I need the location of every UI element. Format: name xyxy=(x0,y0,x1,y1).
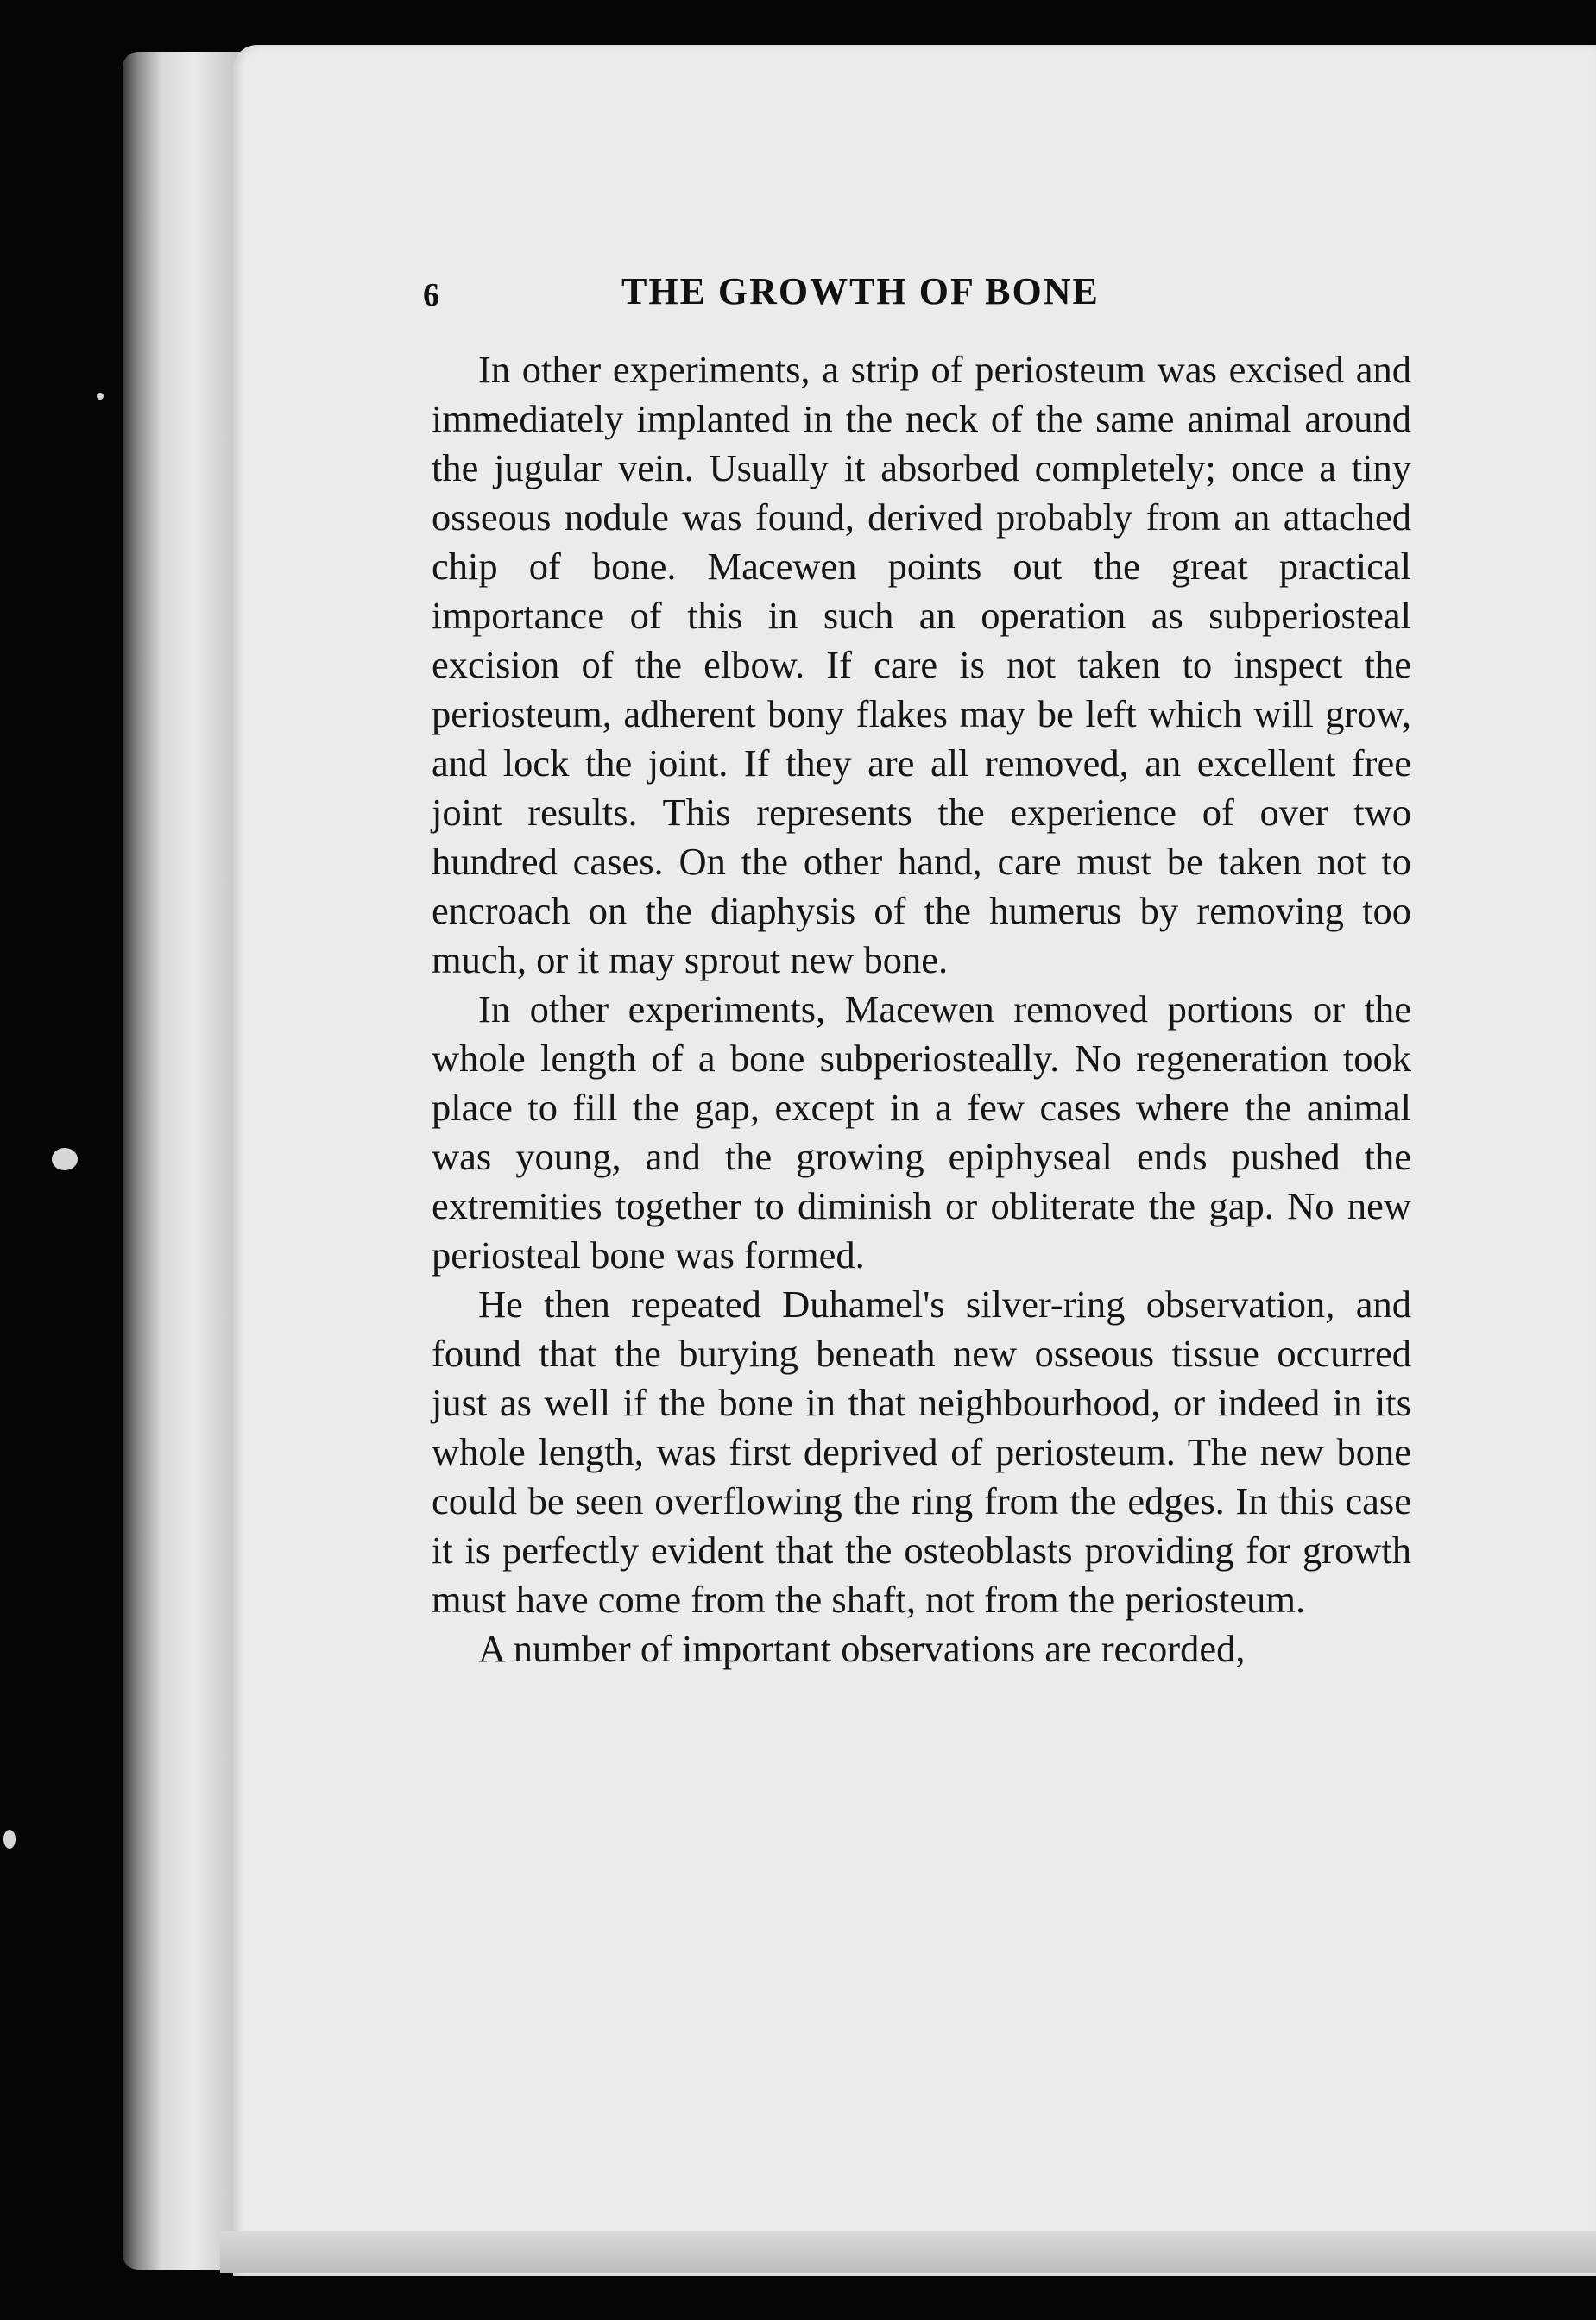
running-head xyxy=(423,269,1286,321)
running-title: THE GROWTH OF BONE xyxy=(621,270,1100,312)
scan-speck xyxy=(3,1830,16,1849)
paragraph: In other experiments, a strip of periosteum was excised and immediately implanted in the neck of the same animal around the jugular vein. Usually it absorbed completely; once a tiny osseous nodule was found, derived probably from an attached chip of bone. Macewen points out the great practical importance of this in such an operation as subperiosteal excision of the elbow. If care is not taken to inspect the periosteum, adherent bony flakes may be left which will grow, and lock the joint. If they are all removed, an excellent free joint results. This represents the experience of over two hundred cases. On the other hand, care must be taken not to encroach on the diaphysis of the humerus by removing too much, or it may sprout new bone. xyxy=(432,348,1411,981)
page-bottom-edge xyxy=(220,2231,1596,2273)
paragraph: In other experiments, Macewen removed portions or the whole length of a bone subperiosteally. No regeneration took place to fill the gap, except in a few cases where the animal was young, and the growing epiphyseal ends pushed the extremities together to diminish or obliterate the gap. No new periosteal bone was formed. xyxy=(432,987,1411,1277)
paragraph: A number of important observations are recorded, xyxy=(478,1627,1246,1670)
paragraph: He then repeated Duhamel's silver-ring observation, and found that the burying beneath new osseous tissue occurred just as well if the bone in that neighbourhood, or indeed in its whole length, was first deprived of periosteum. The new bone could be seen overflowing the ring from the edges. In this case it is perfectly evident that the osteoblasts providing for growth must have come from the shaft, not from the periosteum. xyxy=(432,1283,1411,1621)
body-text xyxy=(432,345,1411,1674)
scan-speck xyxy=(52,1148,78,1170)
page-number: 6 xyxy=(423,277,441,313)
scan-speck xyxy=(97,393,104,400)
